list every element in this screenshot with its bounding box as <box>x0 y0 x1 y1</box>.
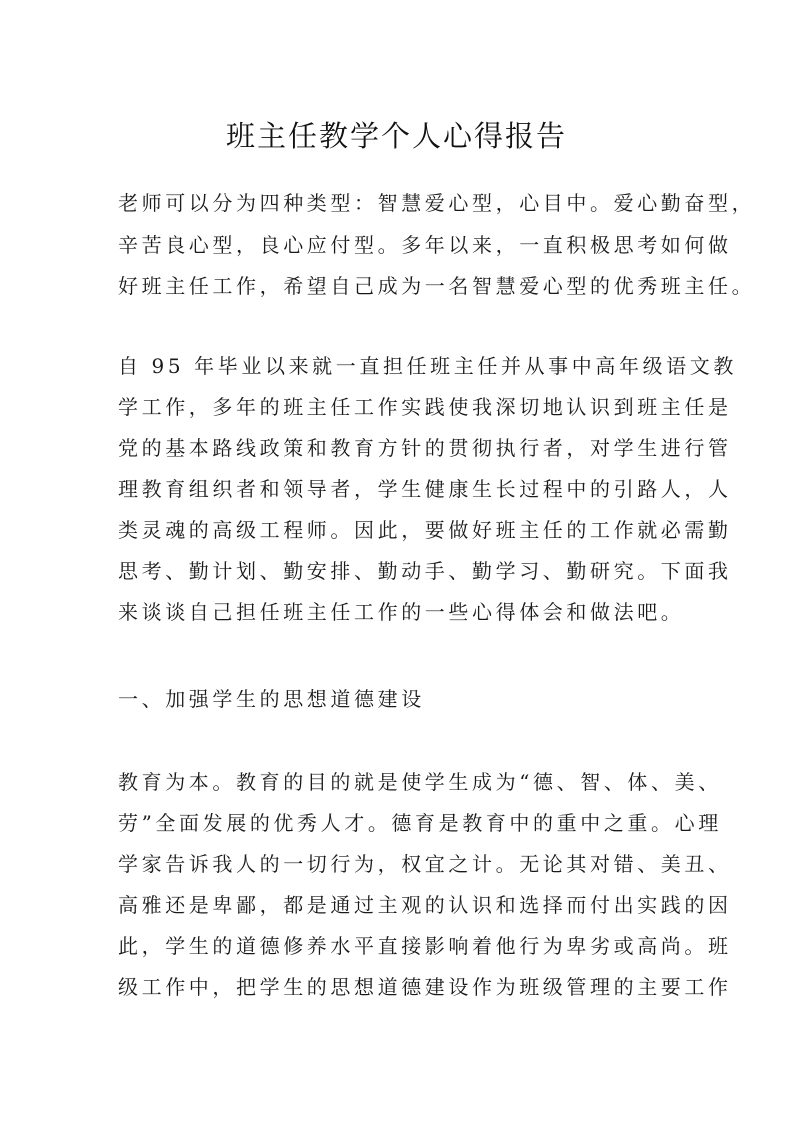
document-title: 班主任教学个人心得报告 <box>225 119 567 154</box>
paragraph-2-line-7: 来谈谈自己担任班主任工作的一些心得体会和做法吧。 <box>118 600 685 624</box>
paragraph-4-line-6: 级工作中，把学生的思想道德建设作为班级管理的主要工作 <box>118 975 732 999</box>
paragraph-2-line-3: 党的基本路线政策和教育方针的贯彻执行者，对学生进行管 <box>118 436 732 460</box>
paragraph-2-line-1: 自 95 年毕业以来就一直担任班主任并从事中高年级语文教 <box>118 354 737 378</box>
paragraph-4-line-1: 教育为本。教育的目的就是使学生成为“德、智、体、美、 <box>118 770 722 794</box>
paragraph-4-line-2: 劳”全面发展的优秀人才。德育是教育中的重中之重。心理 <box>118 811 722 835</box>
section-heading-1: 一、加强学生的思想道德建设 <box>118 687 425 711</box>
paragraph-2-line-5: 类灵魂的高级工程师。因此，要做好班主任的工作就必需勤 <box>118 518 732 542</box>
paragraph-4-line-5: 此，学生的道德修养水平直接影响着他行为卑劣或高尚。班 <box>118 934 732 958</box>
paragraph-4-line-3: 学家告诉我人的一切行为，权宜之计。无论其对错、美丑、 <box>118 852 732 876</box>
paragraph-4-line-4: 高雅还是卑鄙，都是通过主观的认识和选择而付出实践的因 <box>118 893 732 917</box>
paragraph-2-line-6: 思考、勤计划、勤安排、勤动手、勤学习、勤研究。下面我 <box>118 559 732 583</box>
paragraph-1-line-3: 好班主任工作，希望自己成为一名智慧爱心型的优秀班主任。 <box>118 274 756 298</box>
paragraph-1-line-1: 老师可以分为四种类型：智慧爱心型，心目中。爱心勤奋型， <box>118 191 756 215</box>
paragraph-2-line-2: 学工作，多年的班主任工作实践使我深切地认识到班主任是 <box>118 395 732 419</box>
paragraph-2-line-4: 理教育组织者和领导者，学生健康生长过程中的引路人，人 <box>118 477 732 501</box>
paragraph-1-line-2: 辛苦良心型，良心应付型。多年以来，一直积极思考如何做 <box>118 233 732 257</box>
